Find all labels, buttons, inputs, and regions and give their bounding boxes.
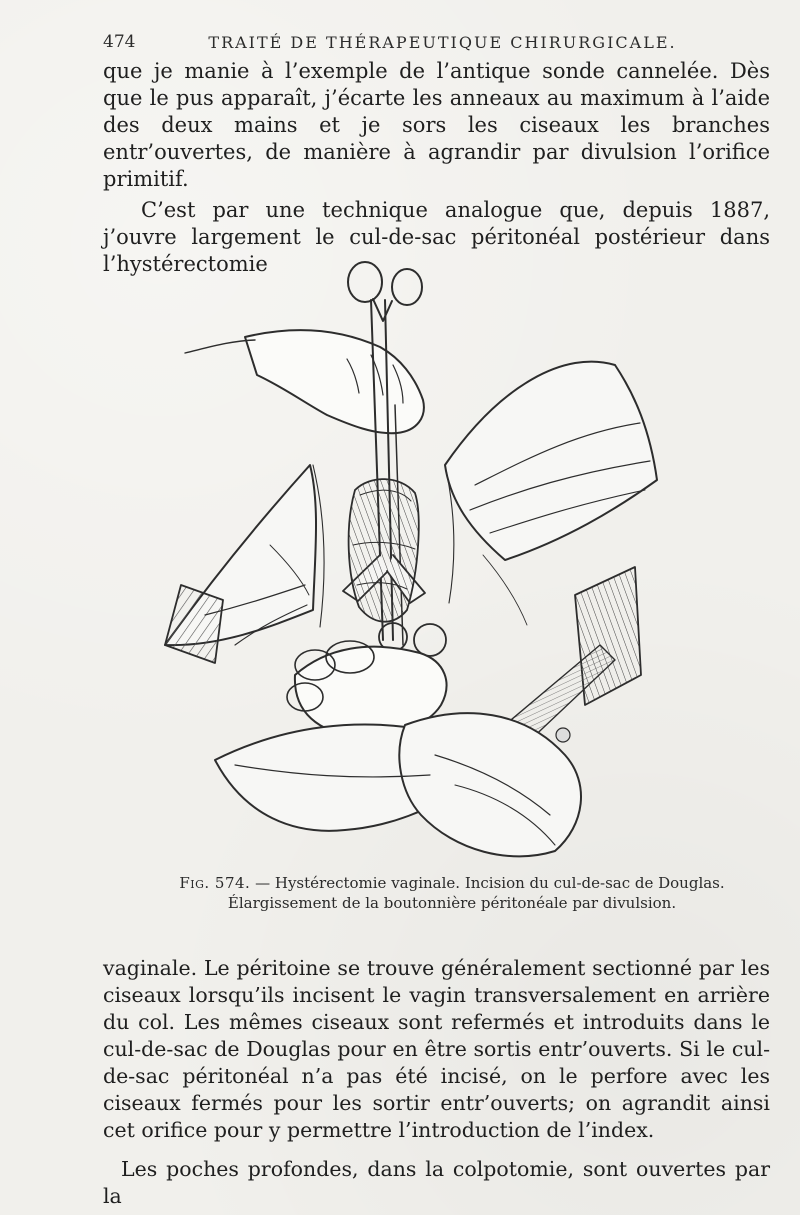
- caption-line-1: [172, 873, 732, 893]
- bottom-paragraph-2: Les poches profondes, dans la colpotomie, sont ouvertes par la: [103, 1157, 770, 1208]
- top-paragraph-2: C’est par une technique analogue que, depuis 1887, j’ouvre largement le cul-de-sac péritonéal postérieur dans l’hystérectomie: [103, 198, 770, 276]
- surgical-drawing-svg: [145, 255, 665, 870]
- running-header: [103, 30, 760, 54]
- figure-label: Fig. 574.: [179, 874, 251, 892]
- page-number: 474: [103, 32, 136, 52]
- bottom-text-block: [103, 955, 770, 1210]
- top-paragraph-1: que je manie à l’exemple de l’antique sonde cannelée. Dès que le pus apparaît, j’écarte les anneaux au maximum à l’aide des deux mains et je sors les ciseaux les branches entr’ouvertes, de manière à agrandir par divulsion l’orifice primitif.: [103, 59, 770, 191]
- bottom-paragraph-1: vaginale. Le péritoine se trouve généralement sectionné par les ciseaux lorsqu’ils incisent le vagin transversalement en arrière du col. Les mêmes ciseaux sont refermés et introduits dans le cul-de-sac de Douglas pour en être sortis entr’ouverts. Si le cul-de-sac péritonéal n’a pas été incisé, on le perfore avec les ciseaux fermés pour les sortir entr’ouverts; on agrandit ainsi cet orifice pour y permettre l’introduction de l’index.: [103, 956, 770, 1142]
- caption-line-2: Élargissement de la boutonnière péritonéale par divulsion.: [227, 894, 677, 912]
- surgical-illustration: [145, 255, 665, 870]
- book-title-header: TRAITÉ DE THÉRAPEUTIQUE CHIRURGICALE.: [208, 32, 677, 52]
- figure-caption: [172, 873, 732, 913]
- caption-text-line-1: — Hystérectomie vaginale. Incision du cul-de-sac de Douglas.: [255, 874, 725, 892]
- top-text-block: [103, 58, 770, 278]
